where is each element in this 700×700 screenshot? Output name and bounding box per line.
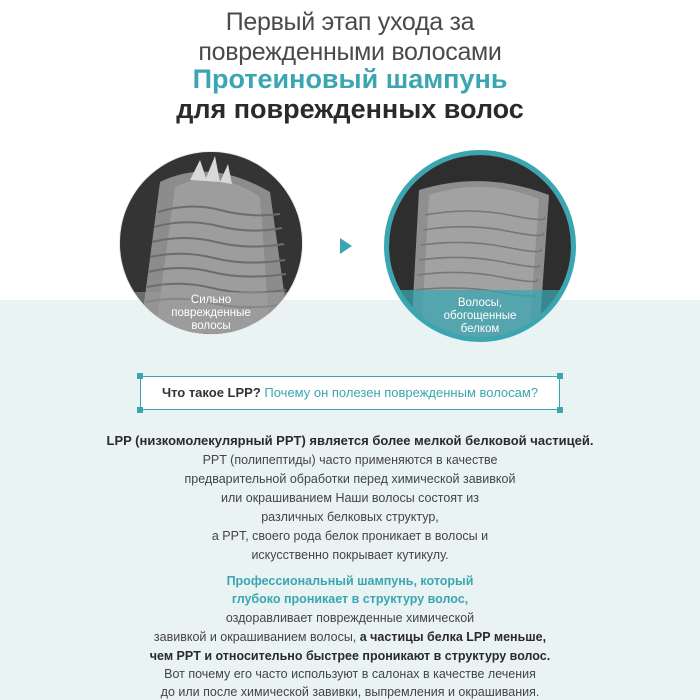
before-label-3: волосы [191,320,231,332]
product-title: Протеиновый шампунь [192,64,508,94]
paragraph2-line-5: чем PPT и относительно быстрее проникают в структуру волос. [149,649,551,663]
lpp-question-box [140,376,560,410]
heading-line-2: поврежденными волосами [198,38,502,66]
before-label-1: Сильно [190,294,232,306]
product-subtitle: для поврежденных волос [176,94,524,124]
before-label-2: поврежденные [171,307,251,319]
paragraph1-line-6: искусственно покрывает кутикулу. [251,548,449,562]
damaged-hair-image [120,152,302,334]
paragraph1-line-4: различных белковых структур, [261,510,439,524]
play-arrow-icon [340,238,352,254]
heading-line-1: Первый этап ухода за [225,8,475,36]
paragraph2-accent-1: Профессиональный шампунь, который [226,574,474,588]
after-label-2: обогощенные [443,310,517,322]
lpp-question [141,377,559,409]
paragraph1-line-2: предварительной обработки перед химической завивкой [184,472,516,486]
lead-sentence: LPP (низкомолекулярный PPT) является более мелкой белковой частицей. [106,433,594,448]
paragraph1-line-3: или окрашиванием Наши волосы состоят из [221,491,479,505]
paragraph2-line-3: оздоравливает поврежденные химической [225,611,475,625]
paragraph2-line-4 [0,631,700,644]
lpp-question-part-2: Почему он полезен поврежденным волосам? [260,385,539,400]
paragraph1-line-5: а PPT, своего рода белок проникает в волосы и [211,529,489,543]
paragraph2-line-7: до или после химической завивки, выпремления и окрашивания. [160,685,540,699]
paragraph1-line-1: PPT (полипептиды) часто применяются в качестве [202,453,498,467]
paragraph2-line-4-normal: завивкой и окрашиванием волосы, [153,630,360,644]
healthy-hair-image [384,150,576,342]
after-label-3: белком [460,323,500,335]
paragraph2-line-6: Вот почему его часто используют в салонах в качестве лечения [164,667,536,681]
after-label-1: Волосы, [457,297,503,309]
paragraph2-accent-2: глубоко проникает в структуру волос, [231,592,469,606]
paragraph2-line-4-bold: а частицы белка LPP меньше, [359,630,547,644]
lpp-question-part-1: Что такое LPP? [161,385,261,400]
